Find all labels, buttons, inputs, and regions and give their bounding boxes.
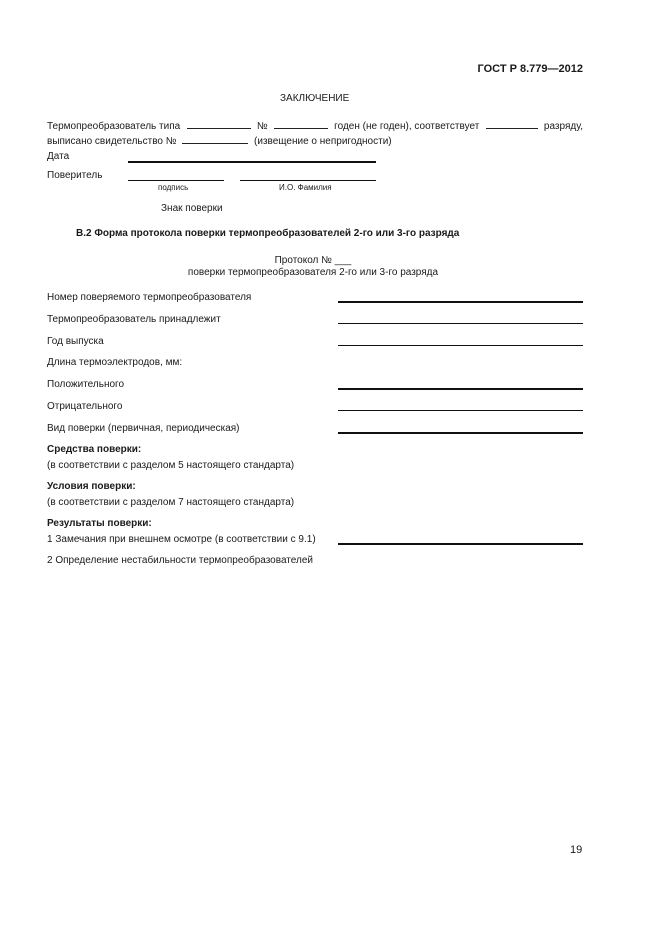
field-positive: Положительного [47,379,125,390]
number-blank [274,118,328,129]
unfit-notice-label: (извещение о непригодности) [254,136,392,147]
date-line [128,161,376,163]
signature-line [128,180,224,181]
conclusion-line-2 [47,133,392,148]
field-negative: Отрицательного [47,401,123,412]
conditions-note: (в соответствии с разделом 7 настоящего стандарта) [47,497,295,508]
certificate-blank [182,133,248,144]
field-year: Год выпуска [47,336,104,347]
field-converter-number-line [338,301,583,303]
date-label: Дата [47,151,70,162]
field-owner-line [338,323,583,324]
type-blank [187,118,251,129]
field-converter-number: Номер поверяемого термопреобразователя [47,292,252,303]
signature-caption: подпись [158,183,189,192]
protocol-title: Протокол № ___ [274,255,352,266]
conditions-heading: Условия поверки: [47,481,136,492]
conclusion-line-1 [47,118,583,133]
field-positive-line [338,388,583,390]
field-year-line [338,345,583,346]
verification-mark-label: Знак поверки [161,203,223,214]
results-heading: Результаты поверки: [47,518,152,529]
protocol-subtitle: поверки термопреобразователя 2-го или 3-го разряда [187,267,439,278]
certificate-label: выписано свидетельство № [47,136,177,147]
means-note: (в соответствии с разделом 5 настоящего стандарта) [47,460,295,471]
results-item-1: 1 Замечания при внешнем осмотре (в соответствии с 9.1) [47,534,316,545]
field-electrode-length: Длина термоэлектродов, мм: [47,357,183,368]
page-number: 19 [570,844,583,856]
field-verification-type: Вид поверки (первичная, периодическая) [47,423,240,434]
section-heading: В.2 Форма протокола поверки термопреобразователей 2-го или 3-го разряда [76,228,460,239]
results-item-1-line [338,543,583,545]
thermoconverter-type-label: Термопреобразователь типа [47,121,181,132]
field-verification-type-line [338,432,583,434]
conclusion-title: ЗАКЛЮЧЕНИЕ [280,93,350,104]
name-caption: И.О. Фамилия [279,183,332,192]
fit-status-label: годен (не годен), соответствует [334,121,480,132]
number-sign: № [256,121,268,132]
standard-code: ГОСТ Р 8.779—2012 [477,63,583,75]
results-item-2: 2 Определение нестабильности термопреобразователей [47,555,313,566]
grade-label: разряду, [543,121,583,132]
field-negative-line [338,410,583,411]
grade-blank [486,118,538,129]
verifier-label: Поверитель [47,170,103,181]
means-heading: Средства поверки: [47,444,142,455]
name-line [240,180,376,181]
field-owner: Термопреобразователь принадлежит [47,314,221,325]
